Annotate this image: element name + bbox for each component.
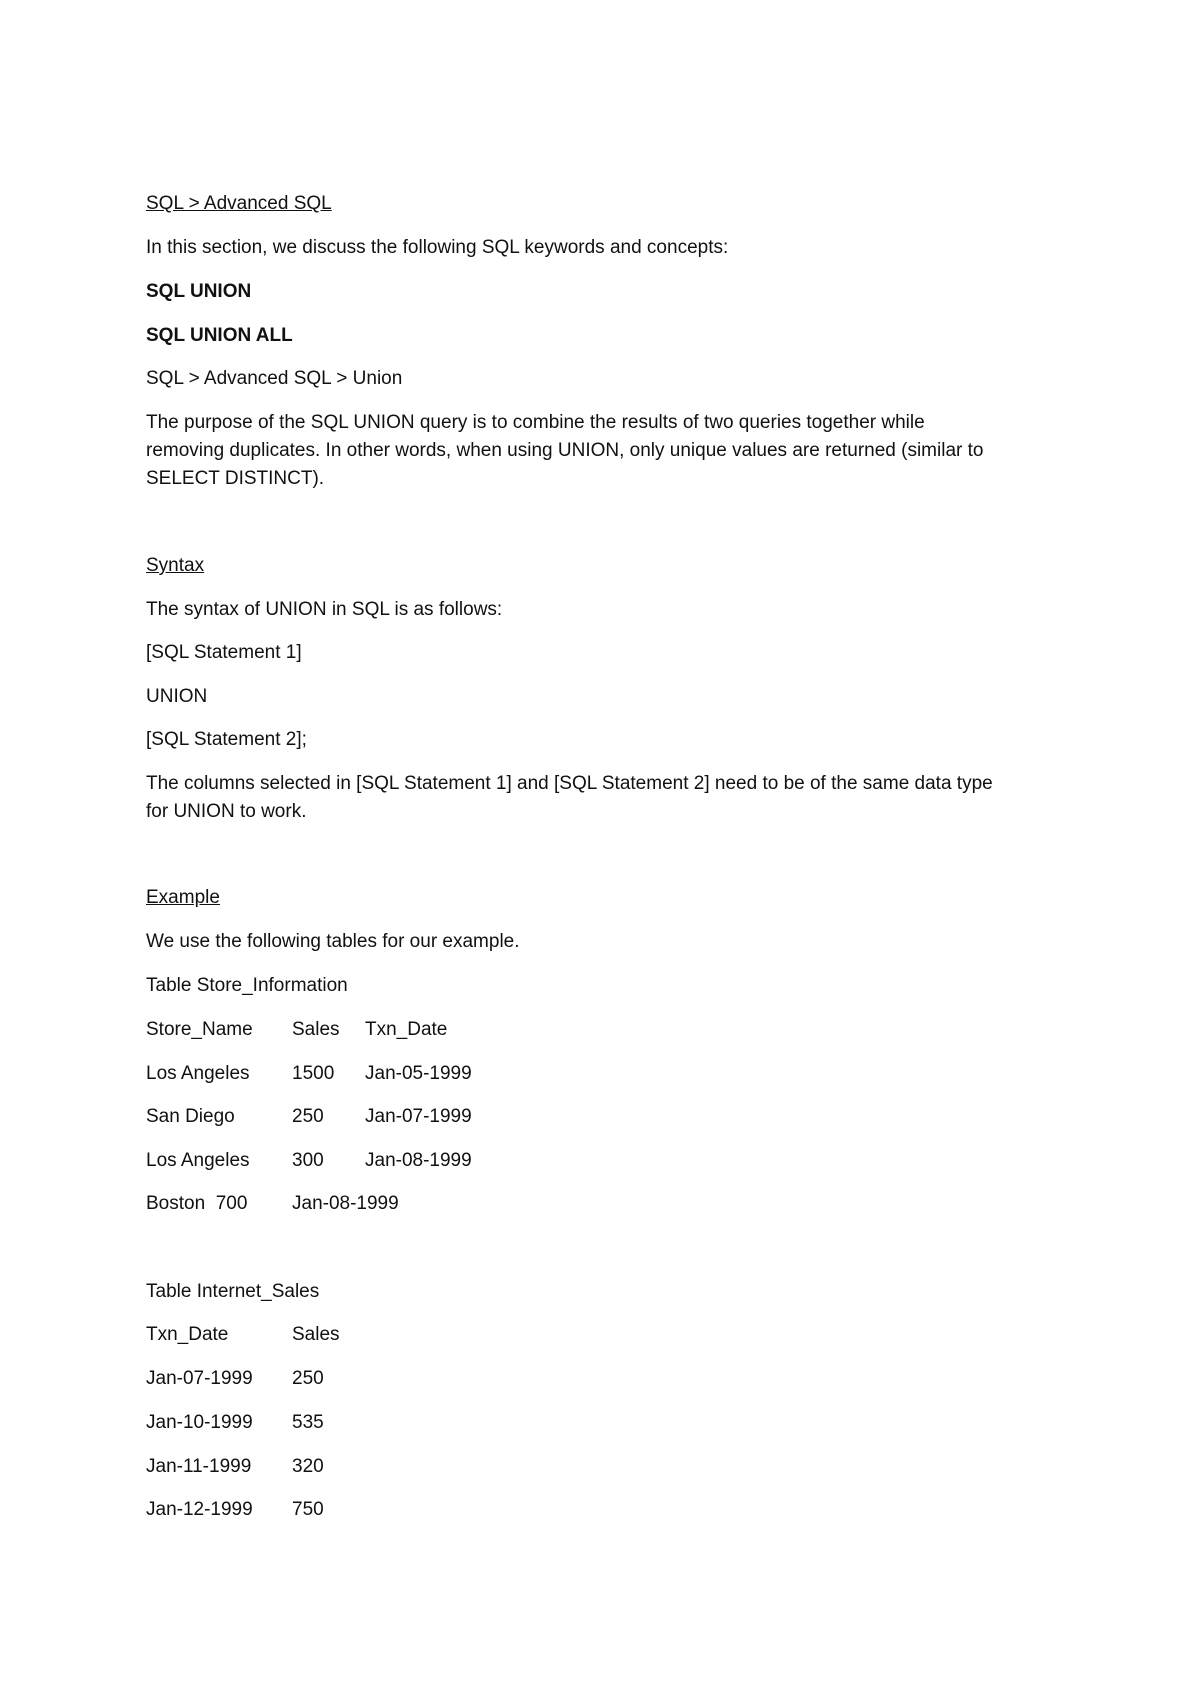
internet-row-3-date: Jan-11-1999: [146, 1456, 252, 1477]
example-heading: Example: [146, 887, 220, 908]
store-row-1-sales: 1500: [292, 1063, 335, 1084]
internet-header-sales: Sales: [292, 1324, 340, 1345]
keyword-sql-union: SQL UNION: [146, 281, 252, 302]
store-row-2-date: Jan-07-1999: [365, 1106, 472, 1127]
internet-header-date: Txn_Date: [146, 1324, 229, 1345]
store-header-sales: Sales: [292, 1019, 340, 1040]
columns-note-line-1: The columns selected in [SQL Statement 1] and [SQL Statement 2] need to be of the same data type: [146, 773, 993, 794]
store-row-2-name: San Diego: [146, 1106, 235, 1127]
store-row-3-sales: 300: [292, 1150, 324, 1171]
internet-row-1-sales: 250: [292, 1368, 324, 1389]
store-header-date: Txn_Date: [365, 1019, 448, 1040]
internet-row-4-date: Jan-12-1999: [146, 1499, 253, 1520]
store-row-3-date: Jan-08-1999: [365, 1150, 472, 1171]
syntax-statement-1: [SQL Statement 1]: [146, 642, 302, 663]
syntax-union: UNION: [146, 686, 208, 707]
breadcrumb-advanced-sql: SQL > Advanced SQL: [146, 193, 332, 214]
purpose-line-3: SELECT DISTINCT).: [146, 468, 325, 489]
internet-row-2-date: Jan-10-1999: [146, 1412, 253, 1433]
internet-row-4-sales: 750: [292, 1499, 324, 1520]
store-row-4-date: Jan-08-1999: [292, 1193, 399, 1214]
store-header-name: Store_Name: [146, 1019, 253, 1040]
purpose-line-1: The purpose of the SQL UNION query is to combine the results of two queries together while: [146, 412, 925, 433]
purpose-line-2: removing duplicates. In other words, when using UNION, only unique values are returned (similar to: [146, 440, 984, 461]
internet-row-1-date: Jan-07-1999: [146, 1368, 253, 1389]
syntax-intro: The syntax of UNION in SQL is as follows:: [146, 599, 503, 620]
keyword-sql-union-all: SQL UNION ALL: [146, 325, 293, 346]
syntax-heading: Syntax: [146, 555, 205, 576]
syntax-statement-2: [SQL Statement 2];: [146, 729, 307, 750]
store-row-1-date: Jan-05-1999: [365, 1063, 472, 1084]
store-row-2-sales: 250: [292, 1106, 324, 1127]
example-intro: We use the following tables for our example.: [146, 931, 520, 952]
breadcrumb-union: SQL > Advanced SQL > Union: [146, 368, 403, 389]
store-table-title: Table Store_Information: [146, 975, 348, 996]
store-row-4-name-sales: Boston 700: [146, 1193, 248, 1214]
columns-note-line-2: for UNION to work.: [146, 801, 307, 822]
store-row-1-name: Los Angeles: [146, 1063, 250, 1084]
internet-table-title: Table Internet_Sales: [146, 1281, 320, 1302]
internet-row-2-sales: 535: [292, 1412, 324, 1433]
internet-row-3-sales: 320: [292, 1456, 324, 1477]
store-row-3-name: Los Angeles: [146, 1150, 250, 1171]
intro-text: In this section, we discuss the following SQL keywords and concepts:: [146, 237, 729, 258]
